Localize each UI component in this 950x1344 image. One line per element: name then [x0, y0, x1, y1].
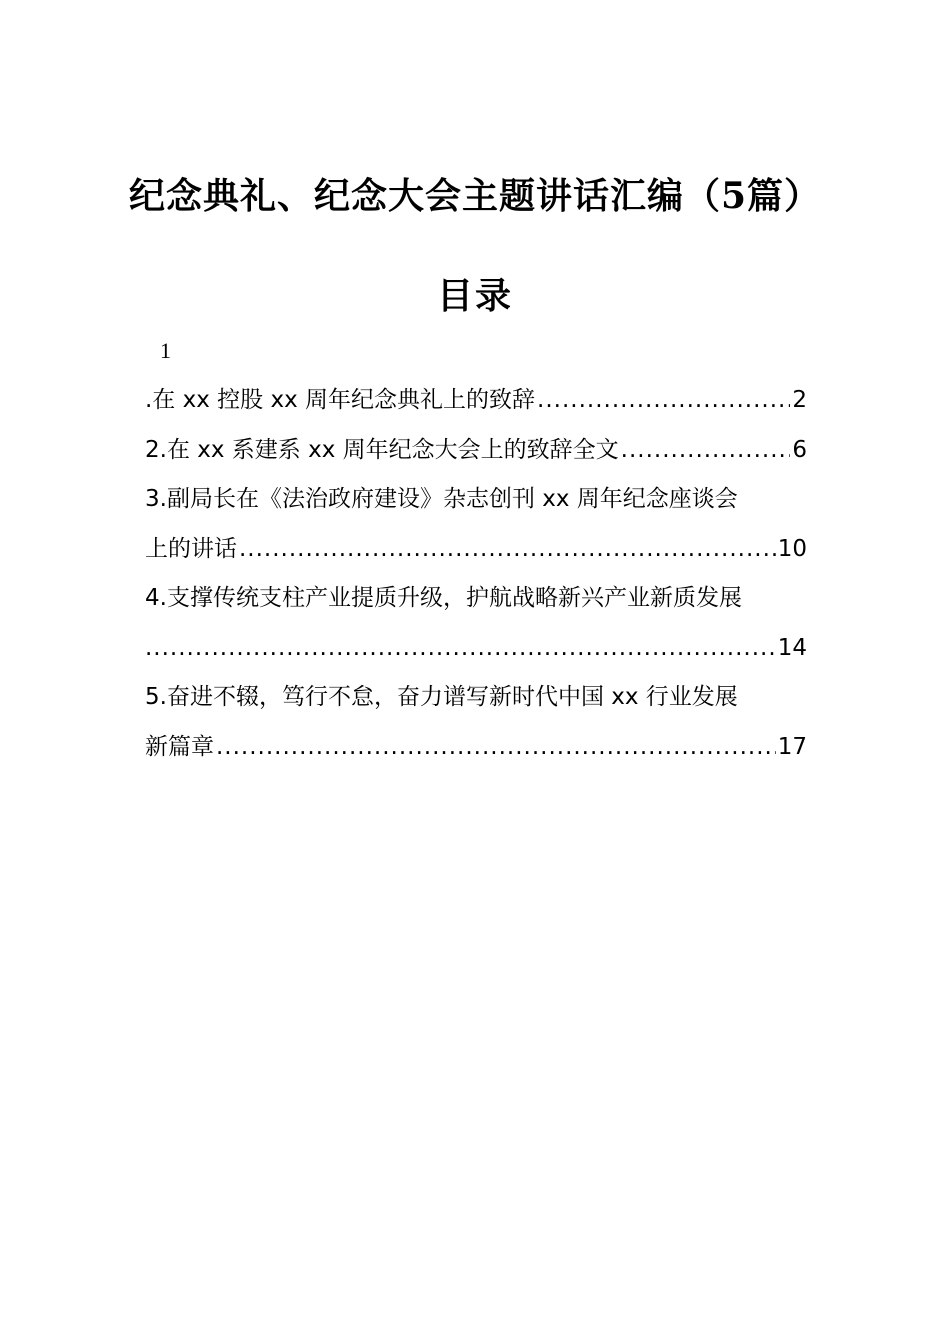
toc-entry-title: 3.副局长在《法治政府建设》杂志创刊 xx 周年纪念座谈会 [145, 486, 738, 512]
dot-leader [145, 624, 776, 674]
toc-entry-2[interactable] [145, 426, 807, 476]
toc-entry-title: 5.奋进不辍，笃行不怠，奋力谱写新时代中国 xx 行业发展 [145, 684, 738, 710]
toc-entry-4[interactable] [145, 574, 807, 673]
toc-page-number: 14 [777, 634, 807, 661]
toc-entry-title: .在 xx 控股 xx 周年纪念典礼上的致辞 [145, 387, 536, 413]
toc-page-number: 17 [777, 733, 807, 760]
document-title: 纪念典礼、纪念大会主题讲话汇编（5篇） [128, 175, 822, 217]
toc-page-number: 6 [792, 436, 807, 463]
toc-entry-3[interactable] [145, 475, 807, 574]
dot-leader [537, 376, 790, 426]
toc-heading: 目录 [436, 275, 513, 317]
toc-entry-title: 4.支撑传统支柱产业提质升级，护航战略新兴产业新质发展 [145, 585, 742, 611]
toc-page-number: 10 [777, 535, 807, 562]
toc-entry-title: 2.在 xx 系建系 xx 周年纪念大会上的致辞全文 [145, 436, 619, 463]
dot-leader [621, 426, 791, 476]
dot-leader [216, 723, 776, 773]
toc-entry-1[interactable] [145, 376, 807, 426]
toc-page-number: 2 [792, 387, 807, 413]
table-of-contents [145, 376, 807, 772]
dot-leader [239, 525, 776, 575]
toc-entry-title-continued: 新篇章 [145, 733, 214, 760]
toc-entry-title-continued: 上的讲话 [145, 535, 237, 562]
toc-entry-5[interactable] [145, 673, 807, 772]
page-marker: 1 [160, 338, 171, 363]
